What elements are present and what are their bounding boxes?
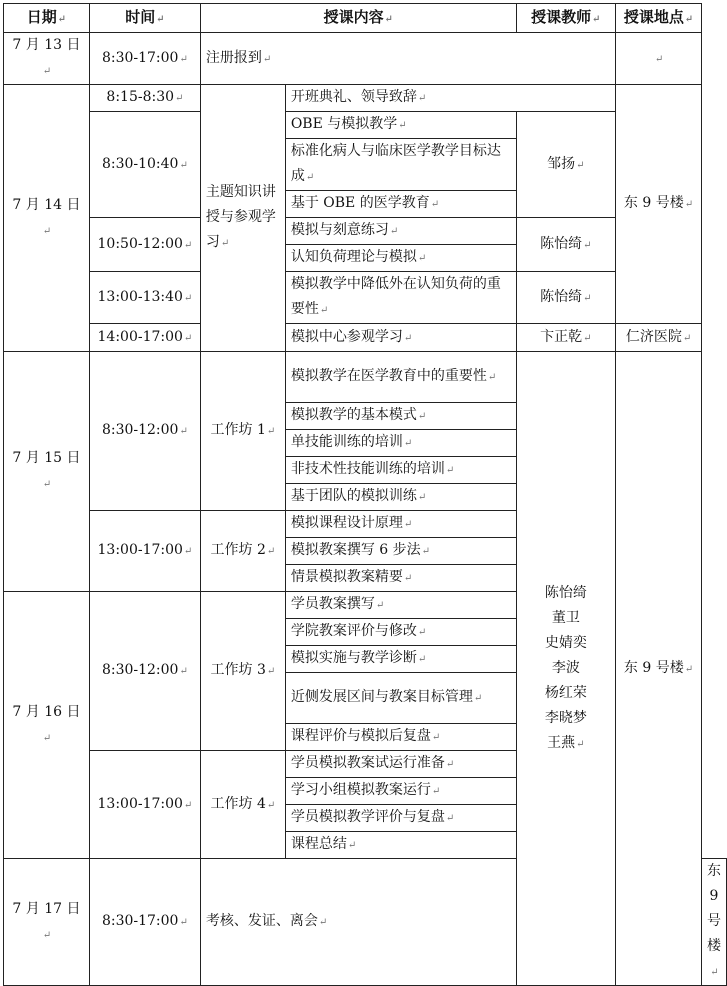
content-cell: 模拟与刻意练习↵ [285, 218, 516, 245]
location-cell: 东 9 号楼↵ [616, 85, 702, 324]
time-cell: 8:30-17:00↵ [89, 33, 200, 85]
content-cell: 认知负荷理论与模拟↵ [285, 245, 516, 272]
content-cell: 注册报到↵ [200, 33, 615, 85]
content-cell: 模拟教学的基本模式↵ [285, 403, 516, 430]
time-cell: 13:00-17:00↵ [89, 511, 200, 592]
content-cell: 课程总结↵ [285, 832, 516, 859]
location-cell: 东 9 号楼↵ [702, 859, 727, 986]
workshop-teachers-cell: 陈怡绮 董卫 史婧奕 李波 杨红荣 李晓梦 王燕↵ [516, 352, 615, 986]
content-cell: 学习小组模拟教案运行↵ [285, 778, 516, 805]
teacher-name: 李晓梦 [544, 709, 587, 726]
content-cell: 开班典礼、领导致辞↵ [285, 85, 615, 112]
time-cell: 13:00-17:00↵ [89, 751, 200, 859]
header-time: 时间↵ [89, 4, 200, 33]
date-cell: 7 月 16 日↵ [4, 592, 90, 859]
session-type-cell: 主题知识讲授与参观学习↵ [200, 85, 285, 352]
workshop-cell: 工作坊 1↵ [200, 352, 285, 511]
content-cell: 基于 OBE 的医学教育↵ [285, 191, 516, 218]
teacher-name: 董卫 [551, 609, 580, 626]
teacher-name: 杨红荣 [544, 684, 587, 701]
location-cell: 东 9 号楼↵ [616, 352, 702, 986]
content-cell: 模拟课程设计原理↵ [285, 511, 516, 538]
time-cell: 10:50-12:00↵ [89, 218, 200, 272]
content-cell: 近侧发展区间与教案目标管理↵ [285, 673, 516, 724]
date-cell: 7 月 13 日↵ [4, 33, 90, 85]
header-teacher: 授课教师↵ [516, 4, 615, 33]
date-cell: 7 月 14 日↵ [4, 85, 90, 352]
time-cell: 8:30-12:00↵ [89, 592, 200, 751]
teacher-name: 陈怡绮 [544, 584, 587, 601]
content-cell: 学员教案撰写↵ [285, 592, 516, 619]
content-cell: 基于团队的模拟训练↵ [285, 484, 516, 511]
content-cell: 学员模拟教学评价与复盘↵ [285, 805, 516, 832]
teacher-name: 李波 [551, 659, 580, 676]
date-cell: 7 月 15 日↵ [4, 352, 90, 592]
content-cell: 标准化病人与临床医学教学目标达成↵ [285, 139, 516, 191]
teacher-cell: 卞正乾↵ [516, 324, 615, 352]
content-cell: 模拟教案撰写 6 步法↵ [285, 538, 516, 565]
table-row [4, 33, 727, 85]
teacher-cell: 陈怡绮↵ [516, 272, 615, 324]
header-content: 授课内容↵ [200, 4, 516, 33]
date-cell: 7 月 17 日↵ [4, 859, 90, 986]
teacher-cell: 陈怡绮↵ [516, 218, 615, 272]
header-row [4, 4, 727, 33]
time-cell: 13:00-13:40↵ [89, 272, 200, 324]
time-cell: 8:30-12:00↵ [89, 352, 200, 511]
header-location: 授课地点↵ [616, 4, 702, 33]
header-date: 日期↵ [4, 4, 90, 33]
teacher-name: 王燕 [547, 734, 576, 751]
workshop-cell: 工作坊 3↵ [200, 592, 285, 751]
content-cell: OBE 与模拟教学↵ [285, 112, 516, 139]
content-cell: 模拟教学中降低外在认知负荷的重要性↵ [285, 272, 516, 324]
schedule-table [3, 3, 727, 986]
content-cell: 考核、发证、离会↵ [200, 859, 615, 986]
content-cell: 模拟实施与教学诊断↵ [285, 646, 516, 673]
content-cell: 学员模拟教案试运行准备↵ [285, 751, 516, 778]
workshop-cell: 工作坊 4↵ [200, 751, 285, 859]
workshop-cell: 工作坊 2↵ [200, 511, 285, 592]
content-cell: 情景模拟教案精要↵ [285, 565, 516, 592]
location-cell: 仁济医院↵ [616, 324, 702, 352]
time-cell: 8:30-10:40↵ [89, 112, 200, 218]
content-cell: 单技能训练的培训↵ [285, 430, 516, 457]
content-cell: 模拟教学在医学教育中的重要性↵ [285, 352, 516, 403]
teacher-name: 史婧奕 [544, 634, 587, 651]
table-row [4, 85, 727, 112]
content-cell: 非技术性技能训练的培训↵ [285, 457, 516, 484]
time-cell: 8:15-8:30↵ [89, 85, 200, 112]
time-cell: 8:30-17:00↵ [89, 859, 200, 986]
time-cell: 14:00-17:00↵ [89, 324, 200, 352]
content-cell: 课程评价与模拟后复盘↵ [285, 724, 516, 751]
teacher-cell: 邹扬↵ [516, 112, 615, 218]
content-cell: 模拟中心参观学习↵ [285, 324, 516, 352]
location-cell: ↵ [616, 33, 702, 85]
table-row [4, 324, 727, 352]
table-row [4, 352, 727, 403]
content-cell: 学院教案评价与修改↵ [285, 619, 516, 646]
